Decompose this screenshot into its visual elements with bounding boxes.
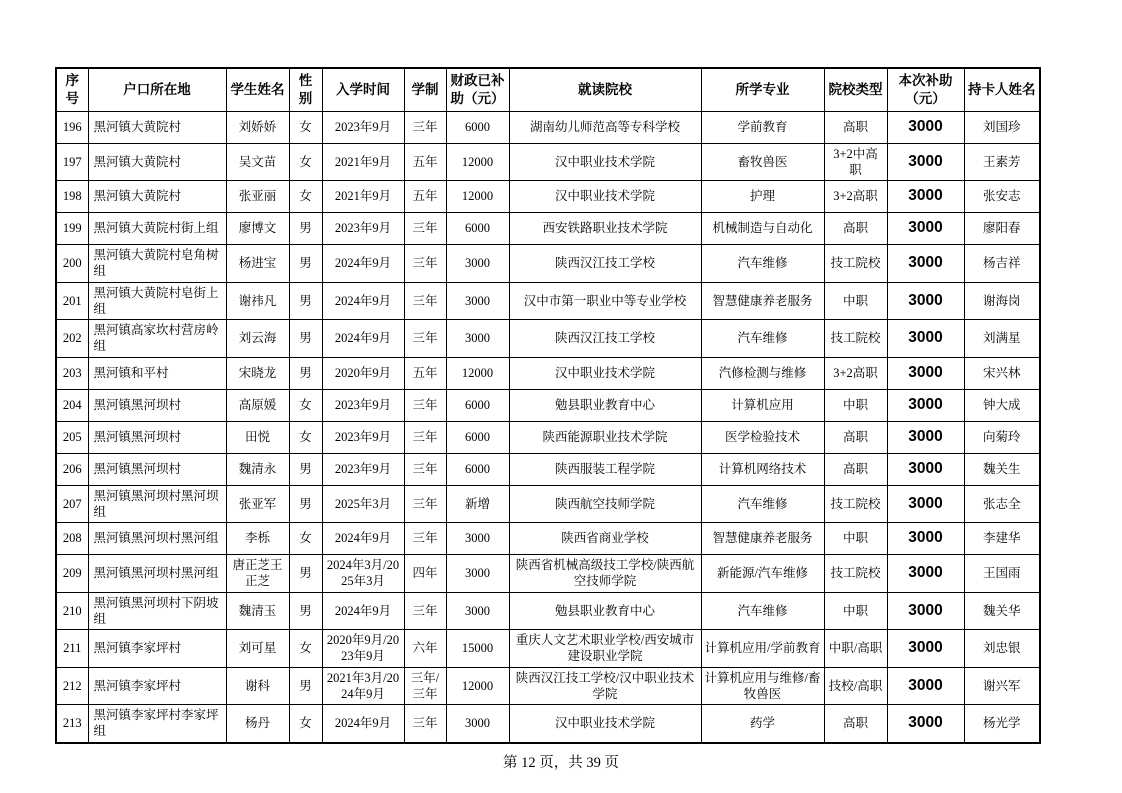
- table-cell: 三年: [404, 245, 446, 283]
- table-cell: 陕西省机械高级技工学校/陕西航空技师学院: [509, 555, 701, 593]
- table-cell: 高职: [824, 111, 887, 143]
- table-cell: 6000: [446, 389, 509, 421]
- table-cell: 202: [56, 320, 88, 358]
- table-cell: 陕西汉江技工学校: [509, 320, 701, 358]
- table-cell: 刘可星: [226, 630, 289, 668]
- column-header-2: 学生姓名: [226, 68, 289, 111]
- table-cell: 男: [289, 320, 322, 358]
- table-cell: 勉县职业教育中心: [509, 389, 701, 421]
- table-cell: 刘娇娇: [226, 111, 289, 143]
- table-cell: 3000: [887, 523, 964, 555]
- table-cell: 廖博文: [226, 213, 289, 245]
- table-cell: 女: [289, 389, 322, 421]
- table-cell: 女: [289, 523, 322, 555]
- table-cell: 女: [289, 421, 322, 453]
- table-cell: 2023年9月: [322, 453, 404, 485]
- table-cell: 2021年3月/2024年9月: [322, 667, 404, 705]
- table-cell: 汽车维修: [701, 485, 824, 523]
- table-cell: 汉中职业技术学院: [509, 357, 701, 389]
- table-cell: 刘满星: [964, 320, 1040, 358]
- table-cell: 护理: [701, 181, 824, 213]
- table-cell: 200: [56, 245, 88, 283]
- table-cell: 智慧健康养老服务: [701, 282, 824, 320]
- table-cell: 3+2高职: [824, 357, 887, 389]
- table-cell: 2024年9月: [322, 705, 404, 743]
- table-cell: 钟大成: [964, 389, 1040, 421]
- table-cell: 中职: [824, 592, 887, 630]
- table-cell: 206: [56, 453, 88, 485]
- table-cell: 2023年9月: [322, 421, 404, 453]
- table-cell: 201: [56, 282, 88, 320]
- table-cell: 五年: [404, 181, 446, 213]
- table-cell: 黑河镇黑河坝村: [88, 421, 226, 453]
- table-cell: 6000: [446, 213, 509, 245]
- table-cell: 女: [289, 705, 322, 743]
- table-row: [56, 421, 1040, 453]
- table-cell: 男: [289, 245, 322, 283]
- table-cell: 湖南幼儿师范高等专科学校: [509, 111, 701, 143]
- table-cell: 刘云海: [226, 320, 289, 358]
- table-cell: 黑河镇李家坪村: [88, 667, 226, 705]
- table-cell: 196: [56, 111, 88, 143]
- table-cell: 陕西汉江技工学校: [509, 245, 701, 283]
- table-cell: 中职: [824, 389, 887, 421]
- table-row: [56, 705, 1040, 743]
- table-row: [56, 453, 1040, 485]
- table-cell: 陕西服装工程学院: [509, 453, 701, 485]
- table-cell: 3000: [446, 282, 509, 320]
- table-cell: 2024年9月: [322, 592, 404, 630]
- table-row: [56, 667, 1040, 705]
- table-cell: 杨光学: [964, 705, 1040, 743]
- table-cell: 王国雨: [964, 555, 1040, 593]
- table-cell: 2023年9月: [322, 213, 404, 245]
- table-cell: 男: [289, 592, 322, 630]
- table-cell: 12000: [446, 143, 509, 181]
- table-cell: 汽车维修: [701, 320, 824, 358]
- table-cell: 2020年9月: [322, 357, 404, 389]
- table-cell: 张安志: [964, 181, 1040, 213]
- table-cell: 3+2高职: [824, 181, 887, 213]
- table-cell: 6000: [446, 421, 509, 453]
- table-cell: 3000: [446, 592, 509, 630]
- table-cell: 黑河镇大黄院村皂角树组: [88, 245, 226, 283]
- table-cell: 210: [56, 592, 88, 630]
- table-cell: 203: [56, 357, 88, 389]
- table-cell: 高原媛: [226, 389, 289, 421]
- table-cell: 209: [56, 555, 88, 593]
- table-cell: 学前教育: [701, 111, 824, 143]
- table-cell: 2023年9月: [322, 389, 404, 421]
- table-cell: 五年: [404, 357, 446, 389]
- table-cell: 213: [56, 705, 88, 743]
- table-cell: 谢科: [226, 667, 289, 705]
- table-cell: 陕西汉江技工学校/汉中职业技术学院: [509, 667, 701, 705]
- table-cell: 汽车维修: [701, 592, 824, 630]
- table-cell: 3000: [887, 389, 964, 421]
- table-cell: 3000: [446, 245, 509, 283]
- table-cell: 3000: [887, 667, 964, 705]
- table-cell: 2023年9月: [322, 111, 404, 143]
- table-cell: 六年: [404, 630, 446, 668]
- table-body: [56, 111, 1040, 743]
- column-header-0: 序号: [56, 68, 88, 111]
- table-cell: 技工院校: [824, 245, 887, 283]
- table-cell: 女: [289, 111, 322, 143]
- table-cell: 张亚丽: [226, 181, 289, 213]
- table-cell: 男: [289, 357, 322, 389]
- column-header-8: 所学专业: [701, 68, 824, 111]
- table-cell: 高职: [824, 213, 887, 245]
- table-cell: 三年: [404, 282, 446, 320]
- column-header-4: 入学时间: [322, 68, 404, 111]
- column-header-9: 院校类型: [824, 68, 887, 111]
- table-cell: 陕西能源职业技术学院: [509, 421, 701, 453]
- table-cell: 3000: [887, 282, 964, 320]
- table-cell: 黑河镇黑河坝村: [88, 453, 226, 485]
- table-cell: 198: [56, 181, 88, 213]
- table-cell: 三年: [404, 111, 446, 143]
- table-cell: 宋兴林: [964, 357, 1040, 389]
- table-cell: 3000: [887, 421, 964, 453]
- table-cell: 高职: [824, 453, 887, 485]
- table-cell: 三年: [404, 592, 446, 630]
- table-cell: 新能源/汽车维修: [701, 555, 824, 593]
- table-row: [56, 357, 1040, 389]
- table-cell: 技工院校: [824, 555, 887, 593]
- page-number-footer: 第 12 页，共 39 页: [503, 755, 619, 771]
- table-cell: 2020年9月/2023年9月: [322, 630, 404, 668]
- table-cell: 黑河镇大黄院村街上组: [88, 213, 226, 245]
- table-cell: 12000: [446, 357, 509, 389]
- table-row: [56, 485, 1040, 523]
- table-cell: 医学检验技术: [701, 421, 824, 453]
- table-cell: 男: [289, 213, 322, 245]
- table-cell: 中职: [824, 282, 887, 320]
- table-cell: 黑河镇大黄院村: [88, 143, 226, 181]
- table-cell: 女: [289, 630, 322, 668]
- table-cell: 汉中职业技术学院: [509, 181, 701, 213]
- table-cell: 西安铁路职业技术学院: [509, 213, 701, 245]
- table-cell: 三年: [404, 320, 446, 358]
- table-cell: 2021年9月: [322, 181, 404, 213]
- table-cell: 12000: [446, 181, 509, 213]
- table-cell: 黑河镇和平村: [88, 357, 226, 389]
- table-cell: 6000: [446, 453, 509, 485]
- table-cell: 中职/高职: [824, 630, 887, 668]
- subsidy-table: [55, 67, 1041, 744]
- table-cell: 2025年3月: [322, 485, 404, 523]
- table-cell: 魏关华: [964, 592, 1040, 630]
- table-cell: 勉县职业教育中心: [509, 592, 701, 630]
- table-cell: 智慧健康养老服务: [701, 523, 824, 555]
- table-cell: 中职: [824, 523, 887, 555]
- table-cell: 黑河镇黑河坝村黑河坝组: [88, 485, 226, 523]
- table-cell: 唐正芝王正芝: [226, 555, 289, 593]
- table-cell: 吴文苗: [226, 143, 289, 181]
- table-cell: 黑河镇高家坎村营房岭组: [88, 320, 226, 358]
- table-cell: 技工院校: [824, 485, 887, 523]
- table-cell: 3000: [887, 245, 964, 283]
- table-cell: 3000: [887, 181, 964, 213]
- table-cell: 208: [56, 523, 88, 555]
- table-row: [56, 282, 1040, 320]
- table-cell: 刘国珍: [964, 111, 1040, 143]
- table-cell: 197: [56, 143, 88, 181]
- table-cell: 3000: [887, 453, 964, 485]
- table-cell: 张志全: [964, 485, 1040, 523]
- table-cell: 3000: [887, 705, 964, 743]
- table-cell: 技工院校: [824, 320, 887, 358]
- column-header-6: 财政已补助（元）: [446, 68, 509, 111]
- column-header-7: 就读院校: [509, 68, 701, 111]
- table-cell: 3000: [887, 320, 964, 358]
- table-cell: 魏清永: [226, 453, 289, 485]
- table-cell: 计算机应用: [701, 389, 824, 421]
- column-header-3: 性别: [289, 68, 322, 111]
- table-cell: 向菊玲: [964, 421, 1040, 453]
- table-cell: 3000: [887, 630, 964, 668]
- table-cell: 3+2中高职: [824, 143, 887, 181]
- table-cell: 杨吉祥: [964, 245, 1040, 283]
- table-cell: 199: [56, 213, 88, 245]
- table-row: [56, 320, 1040, 358]
- table-cell: 五年: [404, 143, 446, 181]
- table-cell: 3000: [446, 705, 509, 743]
- table-cell: 2024年9月: [322, 523, 404, 555]
- table-row: [56, 245, 1040, 283]
- table-row: [56, 389, 1040, 421]
- table-cell: 男: [289, 555, 322, 593]
- table-cell: 207: [56, 485, 88, 523]
- table-cell: 三年: [404, 523, 446, 555]
- table-cell: 三年: [404, 453, 446, 485]
- table-cell: 三年: [404, 421, 446, 453]
- table-cell: 15000: [446, 630, 509, 668]
- table-cell: 李栎: [226, 523, 289, 555]
- table-row: [56, 111, 1040, 143]
- table-row: [56, 213, 1040, 245]
- table-cell: 204: [56, 389, 88, 421]
- column-header-11: 持卡人姓名: [964, 68, 1040, 111]
- table-cell: 女: [289, 181, 322, 213]
- table-cell: 2024年9月: [322, 320, 404, 358]
- table-cell: 男: [289, 485, 322, 523]
- table-cell: 205: [56, 421, 88, 453]
- table-cell: 陕西省商业学校: [509, 523, 701, 555]
- table-cell: 谢海岗: [964, 282, 1040, 320]
- table-cell: 男: [289, 453, 322, 485]
- table-cell: 机械制造与自动化: [701, 213, 824, 245]
- table-cell: 212: [56, 667, 88, 705]
- table-cell: 计算机应用/学前教育: [701, 630, 824, 668]
- table-cell: 杨进宝: [226, 245, 289, 283]
- table-cell: 谢祎凡: [226, 282, 289, 320]
- table-cell: 3000: [446, 320, 509, 358]
- table-cell: 计算机网络技术: [701, 453, 824, 485]
- table-cell: 6000: [446, 111, 509, 143]
- table-cell: 三年: [404, 705, 446, 743]
- table-cell: 廖阳春: [964, 213, 1040, 245]
- table-cell: 汽修检测与维修: [701, 357, 824, 389]
- table-cell: 3000: [887, 143, 964, 181]
- table-cell: 药学: [701, 705, 824, 743]
- table-cell: 李建华: [964, 523, 1040, 555]
- table-cell: 3000: [887, 111, 964, 143]
- table-cell: 高职: [824, 421, 887, 453]
- table-cell: 刘忠银: [964, 630, 1040, 668]
- column-header-1: 户口所在地: [88, 68, 226, 111]
- table-cell: 三年: [404, 213, 446, 245]
- table-row: [56, 523, 1040, 555]
- table-cell: 宋晓龙: [226, 357, 289, 389]
- table-cell: 汽车维修: [701, 245, 824, 283]
- table-cell: 2024年3月/2025年3月: [322, 555, 404, 593]
- table-cell: 黑河镇李家坪村李家坪组: [88, 705, 226, 743]
- table-cell: 汉中职业技术学院: [509, 705, 701, 743]
- table-row: [56, 143, 1040, 181]
- table-cell: 新增: [446, 485, 509, 523]
- table-cell: 陕西航空技师学院: [509, 485, 701, 523]
- table-row: [56, 592, 1040, 630]
- table-row: [56, 630, 1040, 668]
- table-cell: 杨丹: [226, 705, 289, 743]
- table-cell: 谢兴军: [964, 667, 1040, 705]
- table-cell: 3000: [887, 592, 964, 630]
- table-cell: 黑河镇李家坪村: [88, 630, 226, 668]
- table-cell: 2021年9月: [322, 143, 404, 181]
- table-cell: 黑河镇黑河坝村黑河组: [88, 555, 226, 593]
- table-cell: 3000: [446, 555, 509, 593]
- table-cell: 三年: [404, 389, 446, 421]
- table-cell: 三年/三年: [404, 667, 446, 705]
- table-cell: 黑河镇黑河坝村黑河组: [88, 523, 226, 555]
- table-cell: 黑河镇大黄院村: [88, 111, 226, 143]
- table-cell: 黑河镇大黄院村皂街上组: [88, 282, 226, 320]
- table-cell: 计算机应用与维修/畜牧兽医: [701, 667, 824, 705]
- table-cell: 张亚军: [226, 485, 289, 523]
- table-cell: 四年: [404, 555, 446, 593]
- table-cell: 畜牧兽医: [701, 143, 824, 181]
- table-cell: 211: [56, 630, 88, 668]
- table-cell: 黑河镇大黄院村: [88, 181, 226, 213]
- table-cell: 3000: [887, 213, 964, 245]
- table-cell: 3000: [887, 555, 964, 593]
- table-cell: 黑河镇黑河坝村下阴坡组: [88, 592, 226, 630]
- table-cell: 魏关生: [964, 453, 1040, 485]
- table-cell: 汉中市第一职业中等专业学校: [509, 282, 701, 320]
- table-cell: 3000: [446, 523, 509, 555]
- table-cell: 技校/高职: [824, 667, 887, 705]
- table-row: [56, 181, 1040, 213]
- table-cell: 男: [289, 667, 322, 705]
- table-cell: 女: [289, 143, 322, 181]
- table-cell: 2024年9月: [322, 282, 404, 320]
- table-row: [56, 555, 1040, 593]
- table-cell: 高职: [824, 705, 887, 743]
- table-cell: 3000: [887, 485, 964, 523]
- table-header-row: [56, 68, 1040, 111]
- table-cell: 男: [289, 282, 322, 320]
- table-cell: 3000: [887, 357, 964, 389]
- column-header-5: 学制: [404, 68, 446, 111]
- table-cell: 黑河镇黑河坝村: [88, 389, 226, 421]
- table-cell: 2024年9月: [322, 245, 404, 283]
- table-cell: 田悦: [226, 421, 289, 453]
- table-cell: 魏清玉: [226, 592, 289, 630]
- table-cell: 重庆人文艺术职业学校/西安城市建设职业学院: [509, 630, 701, 668]
- table-cell: 汉中职业技术学院: [509, 143, 701, 181]
- table-cell: 三年: [404, 485, 446, 523]
- column-header-10: 本次补助（元）: [887, 68, 964, 111]
- table-cell: 12000: [446, 667, 509, 705]
- table-cell: 王素芳: [964, 143, 1040, 181]
